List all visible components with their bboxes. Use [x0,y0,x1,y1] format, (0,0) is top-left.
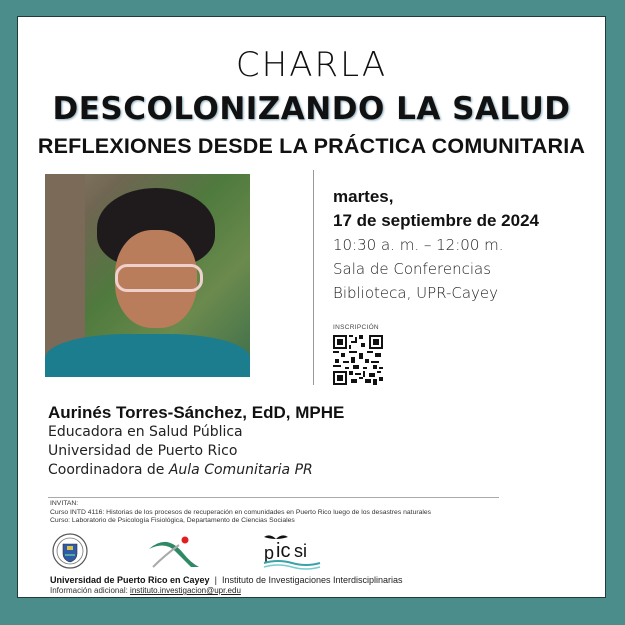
event-title: DESCOLONIZANDO LA SALUD [52,91,571,127]
speaker-coordination [48,461,344,480]
footer-separator: | [214,575,217,585]
speaker-role: Educadora en Salud Pública [48,424,243,440]
speaker-info [48,403,344,480]
registration-label: INSCRIPCIÓN [333,324,379,331]
footer-institutions [50,575,403,585]
event-subtitle: REFLEXIONES DESDE LA PRÁCTICA COMUNITARIA [37,134,586,158]
invitan-label: INVITAN: [50,500,79,507]
svg-text:si: si [294,541,307,561]
footer-contact [50,586,241,595]
horizontal-divider [48,497,499,498]
event-date: 17 de septiembre de 2024 [333,211,540,230]
speaker-photo [45,174,250,377]
event-kicker: CHARLA [235,45,388,85]
event-time: 10:30 a. m. – 12:00 m. [333,236,504,254]
event-day: martes, [333,187,394,206]
invitan-course-1: Curso INTD 4116: Historias de los procesos de recuperación en comunidades en Puerto Rico luego de los desastres naturales [50,508,432,516]
footer-email-link[interactable]: instituto.investigacion@upr.edu [130,586,241,595]
svg-text:ic: ic [276,540,291,562]
speaker-name: Aurinés Torres-Sánchez, EdD, MPHE [48,403,345,422]
event-details [333,185,539,305]
registration-qr-code[interactable] [333,334,383,386]
coord-program: Aula Comunitaria PR [168,462,313,478]
coord-prefix: Coordinadora de [48,462,169,478]
footer-university: Universidad de Puerto Rico en Cayey [50,575,210,585]
event-venue: Biblioteca, UPR-Cayey [333,284,499,302]
footer-institute: Instituto de Investigaciones Interdisciplinarias [221,575,403,585]
invitan-block [50,500,431,526]
vertical-divider [313,170,314,385]
photo-jacket [45,334,250,377]
photo-glasses [115,264,203,292]
upr-cayey-seal-icon [52,533,88,569]
picsi-logo-icon [262,533,322,573]
logos-row [50,533,350,573]
invitan-course-2: Curso: Laboratorio de Psicología Fisiológica, Departamento de Ciencias Sociales [50,517,295,524]
event-room: Sala de Conferencias [333,260,492,278]
speaker-institution: Universidad de Puerto Rico [48,443,238,459]
footer-info-label: Información adicional: [50,586,131,595]
svg-text:p: p [264,543,275,563]
upr-cayey-logo-icon [145,535,201,569]
